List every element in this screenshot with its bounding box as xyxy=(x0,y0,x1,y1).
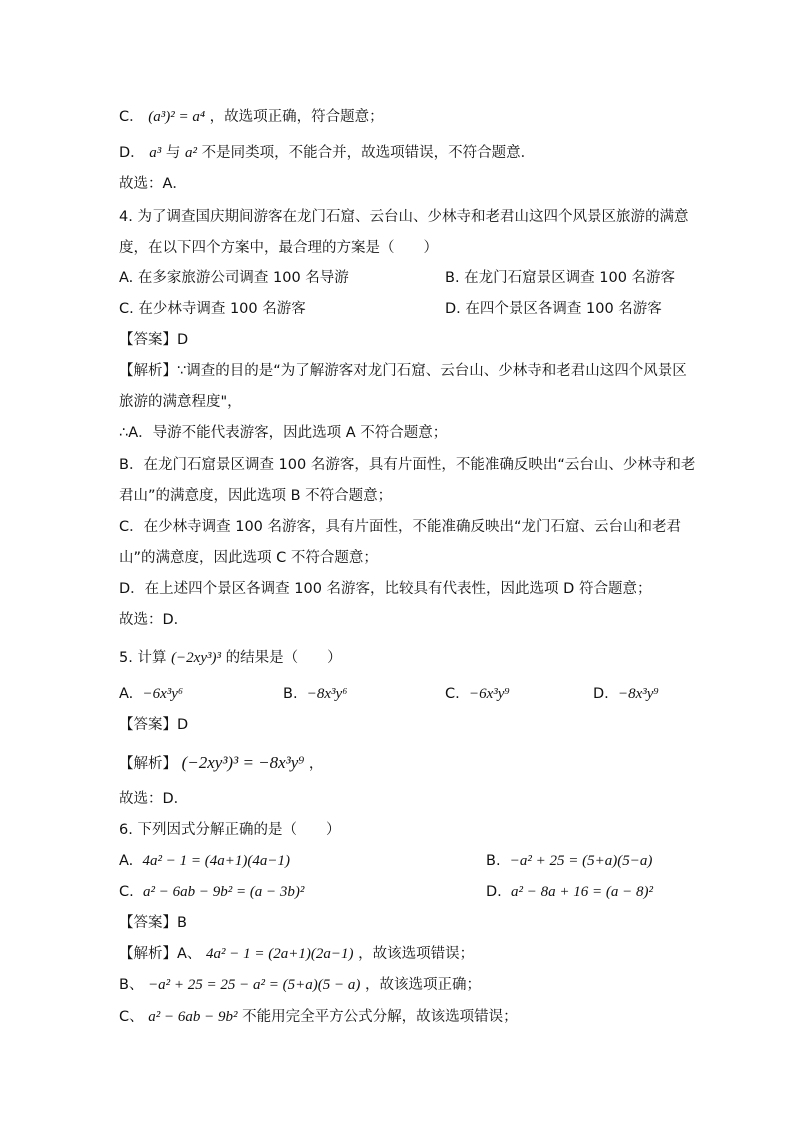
q4-option-b: B. 在龙门石窟景区调查 100 名游客 xyxy=(445,270,676,286)
formula: −6x³y⁶ xyxy=(142,686,184,702)
q4-explanation: ∴A．导游不能代表游客，因此选项 A 不符合题意； xyxy=(119,425,448,441)
q6-option-c xyxy=(119,882,304,902)
option-c-explanation-line xyxy=(119,107,384,127)
explanation-prefix: B、 xyxy=(119,977,144,993)
formula: −a² + 25 = 25 − a² = (5+a)(5 − a) xyxy=(148,977,361,993)
formula: a² xyxy=(185,145,197,161)
q5-prefix: 5. 计算 xyxy=(119,650,167,666)
formula: a² − 6ab − 9b² xyxy=(148,1009,238,1025)
q5-option-a xyxy=(119,684,183,704)
explanation-end: ，故该选项错误； xyxy=(358,946,475,962)
explanation-end: 不能用完全平方公式分解，故该选项错误； xyxy=(242,1009,518,1025)
q5-answer: 【答案】D xyxy=(119,717,189,733)
line-text: 不是同类项，不能合并，故选项错误，不符合题意． xyxy=(201,145,536,161)
explanation-label: 【解析】 xyxy=(119,756,177,772)
formula: −8x³y⁶ xyxy=(306,686,348,702)
q4-explanation: 【解析】∵调查的目的是“为了解游客对龙门石窟、云台山、少林寺和老君山这四个风景区 xyxy=(119,363,687,379)
line-prefix: C． xyxy=(119,109,144,125)
q4-explanation: 山”的满意度，因此选项 C 不符合题意； xyxy=(119,550,378,566)
option-label: C. xyxy=(119,884,134,900)
formula: −8x³y⁹ xyxy=(618,686,659,702)
q6-option-d xyxy=(486,882,653,902)
formula: 4a² − 1 = (4a+1)(4a−1) xyxy=(142,853,290,869)
formula: 4a² − 1 = (2a+1)(2a−1) xyxy=(206,946,354,962)
q6-answer: 【答案】B xyxy=(119,915,187,931)
option-d-explanation-line xyxy=(119,143,535,163)
q4-answer: 【答案】D xyxy=(119,332,189,348)
q5-option-d xyxy=(593,684,659,704)
option-label: A. xyxy=(119,853,134,869)
formula: −6x³y⁹ xyxy=(468,686,510,702)
q6-option-b xyxy=(486,851,652,871)
explanation-prefix: C、 xyxy=(119,1009,144,1025)
line-prefix: D． xyxy=(119,145,145,161)
formula: (−2xy³)³ = −8x³y⁹ xyxy=(181,753,305,772)
explanation-end: ， xyxy=(308,756,324,772)
question-4-stem-cont: 度，在以下四个方案中，最合理的方案是（ ） xyxy=(119,240,438,256)
q4-option-a: A. 在多家旅游公司调查 100 名导游 xyxy=(119,270,349,286)
q5-suffix: 的结果是（ ） xyxy=(225,650,342,666)
formula: a² − 6ab − 9b² = (a − 3b)² xyxy=(142,884,305,900)
q5-explanation xyxy=(119,753,323,774)
explanation-label: 【解析】A、 xyxy=(119,946,202,962)
line-text: ，故选项正确，符合题意； xyxy=(209,109,384,125)
q4-explanation: C．在少林寺调查 100 名游客，具有片面性，不能准确反映出“龙门石窟、云台山和老君 xyxy=(119,519,682,535)
formula: a² − 8a + 16 = (a − 8)² xyxy=(511,884,653,900)
formula: (a³)² = a⁴ xyxy=(148,109,206,125)
q6-explanation-b xyxy=(119,975,481,995)
option-label: D. xyxy=(593,686,609,702)
q4-choice: 故选：D． xyxy=(119,612,189,628)
q4-explanation: 君山”的满意度，因此选项 B 不符合题意； xyxy=(119,488,393,504)
formula: −a² + 25 = (5+a)(5−a) xyxy=(509,853,653,869)
line-text: 与 xyxy=(165,145,185,161)
q4-explanation: 旅游的满意程度"， xyxy=(119,394,242,410)
q6-explanation-a xyxy=(119,944,474,964)
option-label: D. xyxy=(486,884,502,900)
q6-option-a xyxy=(119,851,290,871)
q4-option-d: D. 在四个景区各调查 100 名游客 xyxy=(445,301,662,317)
explanation-end: ，故该选项正确； xyxy=(365,977,482,993)
question-6-stem: 6. 下列因式分解正确的是（ ） xyxy=(119,822,341,838)
formula: a³ xyxy=(149,145,162,161)
option-label: B. xyxy=(283,686,298,702)
q5-option-b xyxy=(283,684,347,704)
question-5-stem xyxy=(119,648,342,668)
formula: (−2xy³)³ xyxy=(171,650,221,666)
q4-explanation: B．在龙门石窟景区调查 100 名游客，具有片面性，不能准确反映出“云台山、少林寺和老 xyxy=(119,457,696,473)
q4-option-c: C. 在少林寺调查 100 名游客 xyxy=(119,301,306,317)
option-label: B. xyxy=(486,853,501,869)
q4-explanation: D．在上述四个景区各调查 100 名游客，比较具有代表性，因此选项 D 符合题意； xyxy=(119,581,652,597)
option-label: C. xyxy=(445,686,460,702)
q5-choice: 故选：D． xyxy=(119,791,189,807)
question-4-stem: 4. 为了调查国庆期间游客在龙门石窟、云台山、少林寺和老君山这四个风景区旅游的满意 xyxy=(119,209,689,225)
choice-line: 故选：A． xyxy=(119,176,187,192)
option-label: A. xyxy=(119,686,134,702)
q5-option-c xyxy=(445,684,510,704)
q6-explanation-c xyxy=(119,1007,518,1027)
